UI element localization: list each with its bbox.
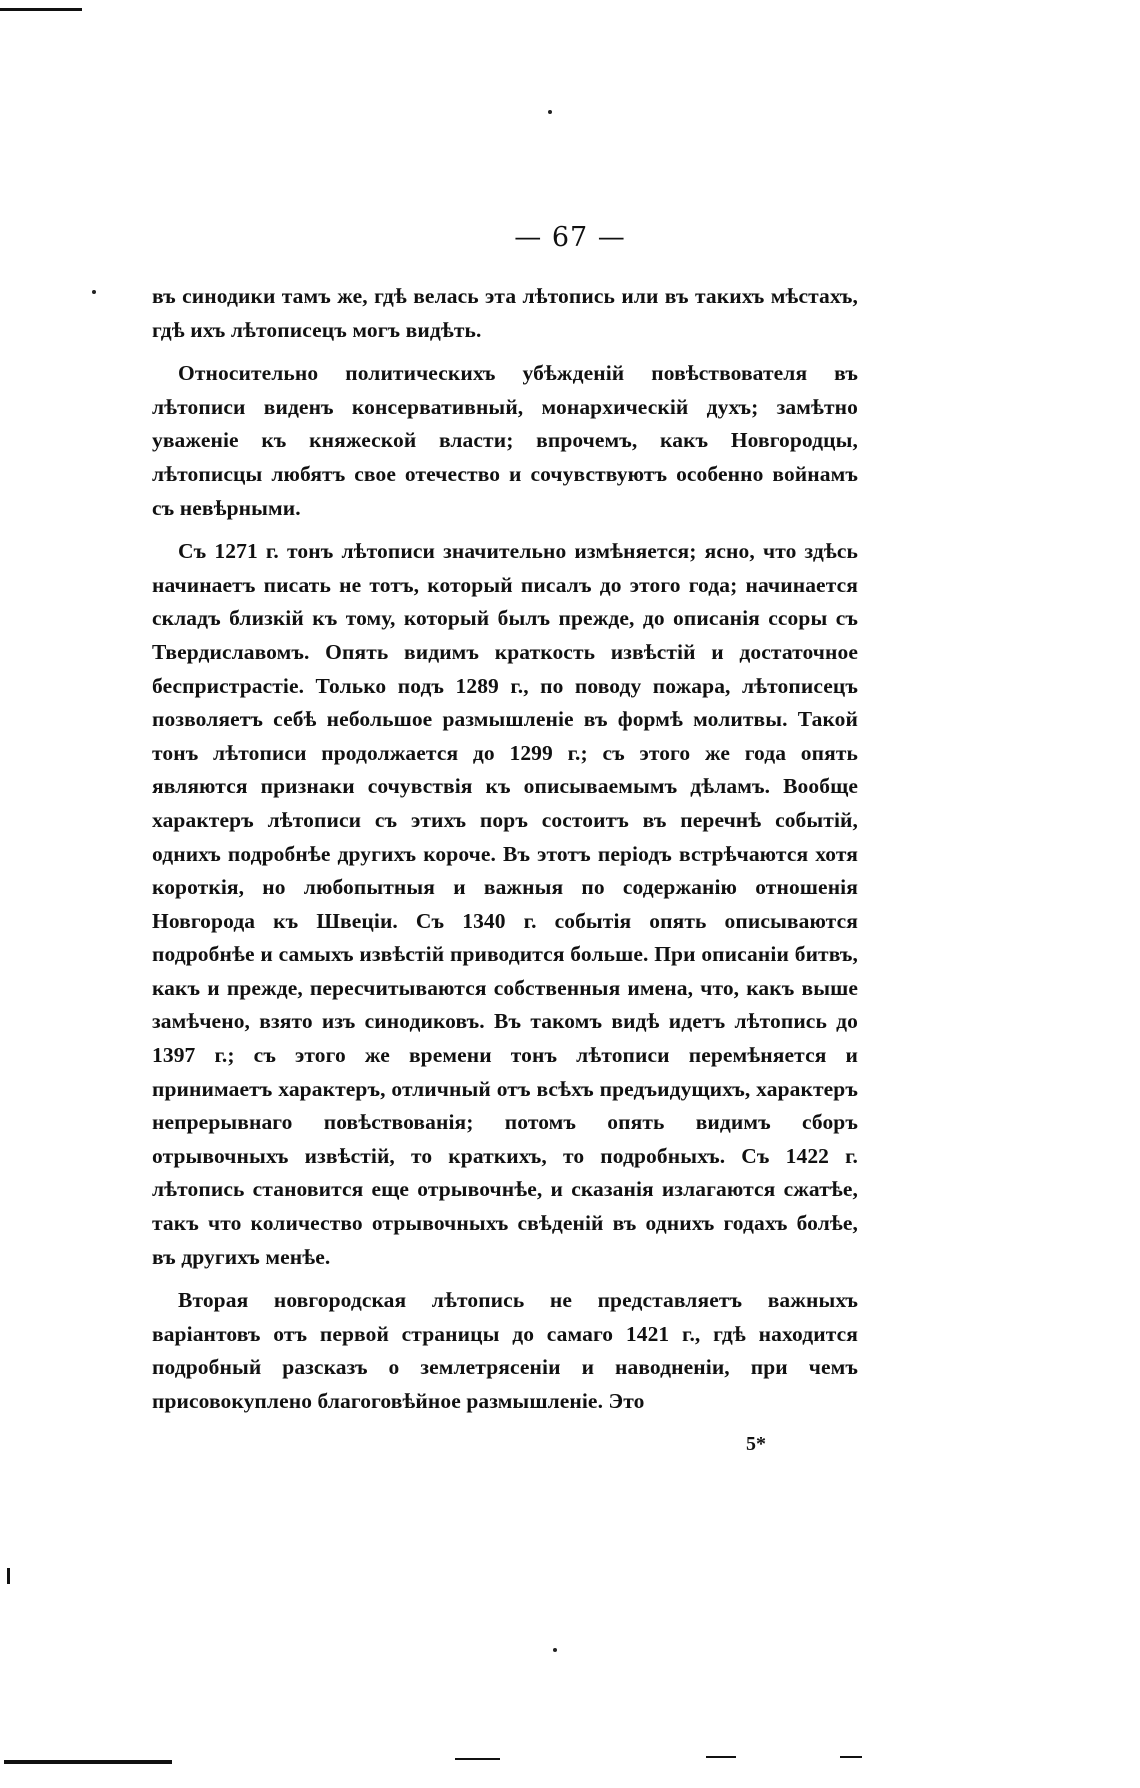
scan-mark-left-edge — [7, 1568, 10, 1584]
scan-dot — [553, 1648, 557, 1652]
scan-dot — [548, 110, 552, 114]
paragraph-1: въ синодики тамъ же, гдѣ велась эта лѣтопись или въ такихъ мѣстахъ, гдѣ ихъ лѣтописецъ могъ видѣть. — [152, 284, 858, 342]
scan-mark-bottom — [455, 1758, 500, 1760]
paragraph-4: Вторая новгородская лѣтопись не представляетъ важныхъ варіантовъ отъ первой страницы до самаго 1421 г., гдѣ находится подробный разсказъ о землетрясеніи и наводненіи, при чемъ присовокуплено благоговѣйное размышленіе. Это — [152, 1288, 858, 1413]
page-number: — 67 — — [514, 222, 626, 253]
scan-mark-bottom — [706, 1756, 736, 1758]
signature-mark: 5* — [746, 1433, 766, 1455]
paragraph-2: Относительно политическихъ убѣжденій повѣствователя въ лѣтописи виденъ консервативный, монархическій духъ; замѣтно уваженіе къ княжеской власти; впрочемъ, какъ Новгородцы, лѣтописцы любятъ свое отечество и сочувствуютъ особенно войнамъ съ невѣрными. — [152, 361, 858, 520]
scan-dot — [92, 290, 96, 294]
scan-mark-bottom — [840, 1756, 862, 1758]
page-body — [152, 280, 858, 1429]
scan-border-top-left — [0, 8, 82, 11]
paragraph-3: Съ 1271 г. тонъ лѣтописи значительно измѣняется; ясно, что здѣсь начинаетъ писать не тотъ, который писалъ до этого года; начинается складъ близкій къ тому, который былъ прежде, до описанія ссоры съ Твердиславомъ. Опять видимъ краткость извѣстій и достаточное беспристрастіе. Только подъ 1289 г., по поводу пожара, лѣтописецъ позволяетъ себѣ небольшое размышленіе въ формѣ молитвы. Такой тонъ лѣтописи продолжается до 1299 г.; съ этого же года опять являются признаки сочувствія къ описываемымъ дѣламъ. Вообще характеръ лѣтописи съ этихъ поръ состоитъ въ перечнѣ событій, однихъ подробнѣе другихъ короче. Въ этотъ періодъ встрѣчаются хотя короткія, но любопытныя и важныя по содержанію отношенія Новгорода къ Швеціи. Съ 1340 г. событія опять описываются подробнѣе и самыхъ извѣстій приводится больше. При описаніи битвъ, какъ и прежде, пересчитываются собственныя имена, что, какъ выше замѣчено, взято изъ синодиковъ. Въ такомъ видѣ идетъ лѣтопись до 1397 г.; съ этого же времени тонъ лѣтописи перемѣняется и принимаетъ характеръ, отличный отъ всѣхъ предъидущихъ, характеръ непрерывнаго повѣствованія; потомъ опять видимъ сборъ отрывочныхъ извѣстій, то краткихъ, то подробныхъ. Съ 1422 г. лѣтопись становится еще отрывочнѣе, и сказанія излагаются сжатѣе, такъ что количество отрывочныхъ свѣденій въ однихъ годахъ болѣе, въ другихъ менѣе. — [152, 539, 858, 1269]
scan-border-bottom-left — [4, 1760, 172, 1764]
